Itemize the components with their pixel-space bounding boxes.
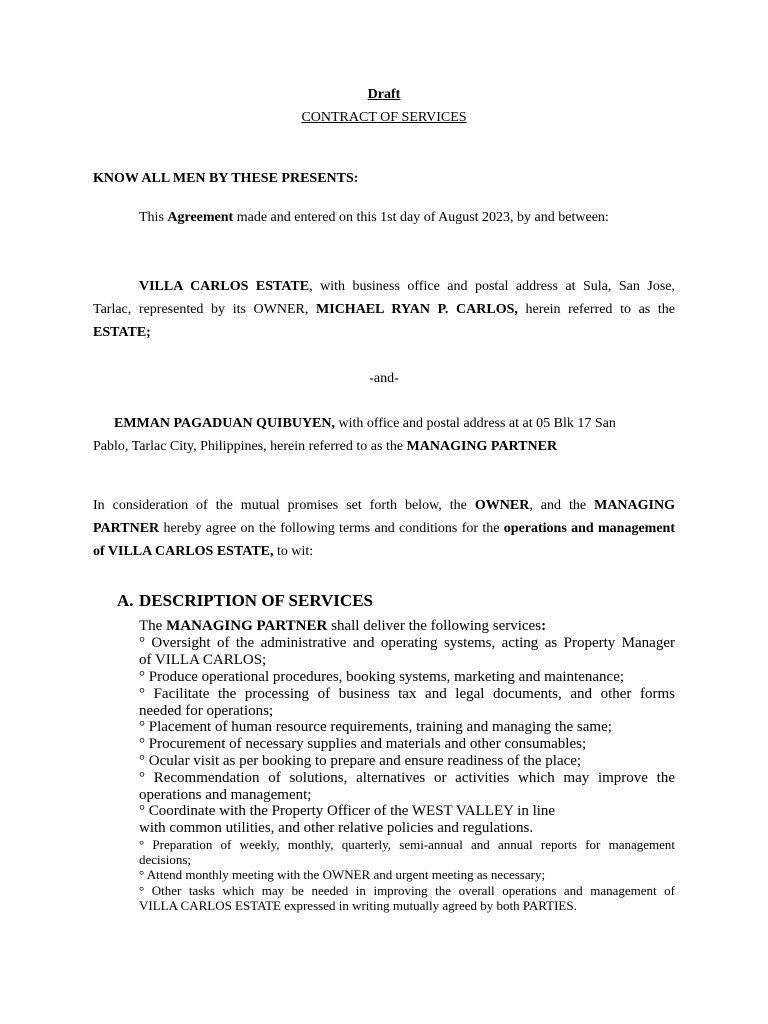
estate-line2-post: herein referred to as the (517, 302, 675, 317)
consideration-line-2 (93, 521, 675, 537)
service-line: ° Recommendation of solutions, alternatives or activities which may improve the (139, 770, 675, 786)
service-line: decisions; (139, 852, 191, 867)
partner-line2-pre: Pablo, Tarlac City, Philippines, herein referred to as the (93, 439, 407, 454)
estate-line2-pre: Tarlac, represented by its OWNER, (93, 302, 309, 317)
intro-bold: MANAGING PARTNER (166, 618, 328, 634)
partner-ref: MANAGING PARTNER (406, 439, 558, 454)
consideration-l1-pre: In consideration of the mutual promises set forth below, the (93, 498, 475, 513)
agreement-bold: Agreement (167, 210, 234, 225)
intro-colon: : (541, 618, 547, 634)
agreement-post: made and entered on this 1st day of August 2023, by and between: (233, 210, 609, 225)
service-line: of VILLA CARLOS; (139, 652, 267, 668)
consideration-mp2: PARTNER (93, 521, 160, 536)
partner-name: EMMAN PAGADUAN QUIBUYEN, (114, 416, 336, 431)
service-line: ° Facilitate the processing of business tax and legal documents, and other forms (139, 686, 675, 702)
agreement-pre: This (139, 210, 168, 225)
partner-line-1 (114, 416, 616, 432)
draft-label: Draft (367, 87, 401, 102)
consideration-of: of VILLA CARLOS ESTATE, (93, 544, 274, 559)
consideration-l1-mid: , and the (529, 498, 595, 513)
estate-line-1 (93, 279, 675, 295)
service-line: ° Other tasks which may be needed in improving the overall operations and management of (139, 883, 675, 898)
service-line: ° Ocular visit as per booking to prepare and ensure readiness of the place; (139, 753, 582, 769)
service-line: ° Coordinate with the Property Officer of the WEST VALLEY in line (139, 803, 556, 819)
estate-name: VILLA CARLOS ESTATE (139, 279, 310, 294)
consideration-line-3 (93, 544, 313, 560)
estate-ref: ESTATE; (93, 325, 151, 340)
service-line: needed for operations; (139, 703, 274, 719)
service-line: ° Produce operational procedures, booking systems, marketing and maintenance; (139, 669, 625, 685)
service-line: ° Procurement of necessary supplies and materials and other consumables; (139, 736, 587, 752)
service-line: ° Oversight of the administrative and operating systems, acting as Property Manager (139, 635, 675, 651)
owner-name: MICHAEL RYAN P. CARLOS, (316, 302, 518, 317)
service-line: ° Placement of human resource requirements, training and managing the same; (139, 719, 612, 735)
service-line: VILLA CARLOS ESTATE expressed in writing mutually agreed by both PARTIES. (139, 898, 577, 913)
service-line: ° Attend monthly meeting with the OWNER and urgent meeting as necessary; (139, 867, 546, 882)
know-all-heading: KNOW ALL MEN BY THESE PRESENTS: (93, 171, 359, 186)
section-a-letter: A. (117, 591, 134, 610)
partner-line1-rest: with office and postal address at at 05 Blk 17 San (335, 416, 616, 431)
estate-line-2 (93, 302, 675, 318)
section-a-intro (139, 618, 546, 635)
service-line: with common utilities, and other relative policies and regulations. (139, 820, 534, 836)
service-line: operations and management; (139, 787, 312, 803)
consideration-l2-mid: hereby agree on the following terms and conditions for the (159, 521, 504, 536)
agreement-paragraph (139, 210, 609, 226)
intro-post: shall deliver the following services (327, 618, 542, 634)
section-a-heading: DESCRIPTION OF SERVICES (139, 591, 373, 610)
consideration-owner: OWNER (474, 498, 530, 513)
consideration-line-1 (93, 498, 675, 514)
consideration-ops: operations and management (503, 521, 675, 536)
intro-pre: The (139, 618, 167, 634)
document-title: CONTRACT OF SERVICES (301, 110, 467, 125)
consideration-l3-post: to wit: (273, 544, 314, 559)
consideration-mp1: MANAGING (594, 498, 675, 513)
partner-line-2 (93, 439, 557, 455)
estate-line1-rest: , with business office and postal address at Sula, San Jose, (309, 279, 675, 294)
service-line: ° Preparation of weekly, monthly, quarterly, semi-annual and annual reports for management (139, 837, 675, 852)
and-separator: -and- (369, 371, 399, 386)
